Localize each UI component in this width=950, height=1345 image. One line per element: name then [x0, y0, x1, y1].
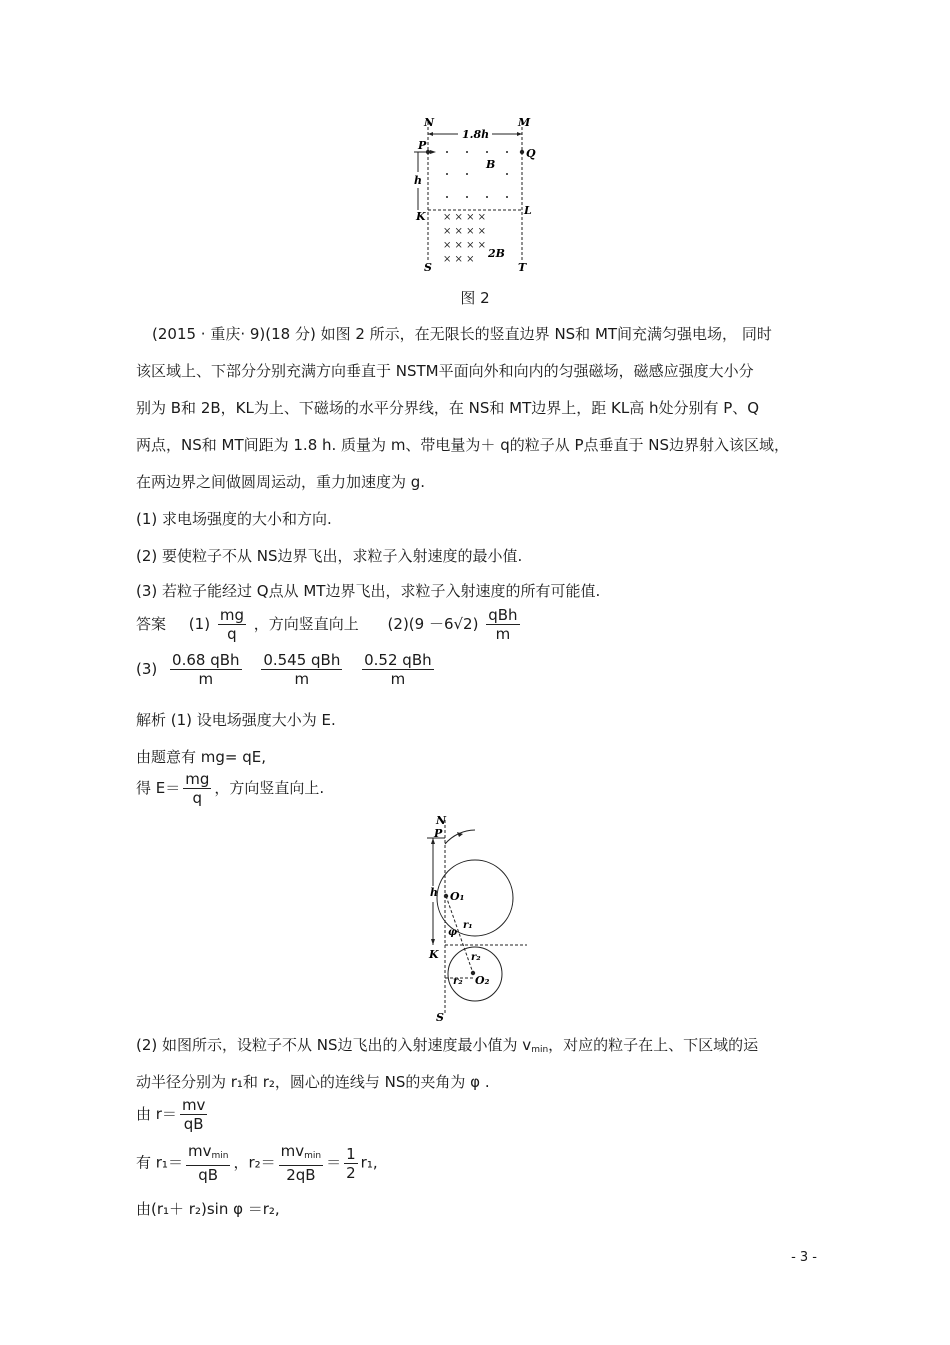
svg-text:× × × ×: × × × × — [443, 226, 487, 237]
fig3-label-r2-lower: r₂ — [453, 976, 463, 987]
analysis-line-8: 由(r₁＋ r₂)sin φ ＝r₂, — [136, 1200, 280, 1218]
numerator-text: mv — [187, 1142, 212, 1160]
equals-sign: ＝ — [326, 1153, 342, 1172]
problem-line-2: 该区域上、下部分分别充满方向垂直于 NSTM平面向外和向内的匀强磁场，磁感应强度大小分 — [136, 362, 754, 380]
label-Q: Q — [526, 147, 536, 160]
analysis-line-7 — [136, 1142, 378, 1184]
fig3-label-O1: O₁ — [450, 890, 465, 903]
denominator: 2 — [346, 1163, 356, 1182]
svg-text:× × × ×: × × × × — [443, 240, 487, 251]
denominator: m — [495, 625, 511, 643]
fig3-label-P: P — [434, 827, 443, 840]
subscript: min — [531, 1045, 549, 1055]
numerator — [279, 1142, 323, 1166]
analysis-text: (2) 如图所示，设粒子不从 NS边飞出的入射速度最小值为 v — [136, 1036, 532, 1054]
page-number: - 3 - — [791, 1250, 817, 1265]
fig3-label-S: S — [436, 1011, 444, 1023]
denominator: 2qB — [286, 1166, 316, 1184]
numerator: qBh — [488, 606, 518, 624]
answer-fraction-1 — [218, 606, 246, 643]
denominator: m — [294, 670, 310, 688]
analysis-line-2: 由题意有 mg= qE, — [136, 748, 267, 766]
analysis-line-3 — [136, 770, 324, 807]
figure-3-trajectory-diagram — [415, 808, 535, 1023]
numerator — [186, 1142, 230, 1166]
fig3-label-r2-upper: r₂ — [471, 952, 481, 963]
answer-fraction-3a — [170, 651, 242, 688]
denominator: m — [198, 670, 214, 688]
figure-2-field-diagram — [410, 112, 540, 277]
label-width: 1.8h — [462, 128, 490, 141]
subscript: min — [211, 1151, 229, 1161]
problem-line-4: 两点，NS和 MT间距为 1.8 h. 质量为 m、带电量为＋ q的粒子从 P点垂直于 NS边界射入该区域， — [136, 436, 790, 454]
equation-fraction — [180, 1096, 208, 1133]
svg-text:× × × ×: × × × × — [443, 212, 487, 223]
equation-suffix: ，方向竖直向上. — [214, 779, 325, 797]
problem-line-1: (2015 · 重庆· 9)(18 分) 如图 2 所示，在无限长的竖直边界 NS和 MT间充满匀强电场， 同时 — [152, 325, 772, 343]
denominator: q — [227, 625, 237, 643]
question-3: (3) 若粒子能经过 Q点从 MT边界飞出，求粒子入射速度的所有可能值. — [136, 582, 601, 600]
fig3-label-phi: φ — [448, 927, 458, 938]
analysis-line-5: 动半径分别为 r₁和 r₂，圆心的连线与 NS的夹角为 φ . — [136, 1073, 490, 1091]
figure-2-caption: 图 2 — [460, 289, 490, 307]
numerator: mv — [181, 1096, 206, 1114]
denominator: qB — [198, 1166, 219, 1184]
answer-part-2: (2)(9 －6√2) — [387, 615, 479, 633]
numerator: mg — [219, 606, 244, 624]
fig3-label-N: N — [436, 814, 447, 827]
answer-label: 答案 — [136, 615, 167, 633]
equation-fraction-3 — [344, 1145, 358, 1182]
answer-part-3: (3) — [136, 660, 158, 678]
numerator: 0.545 qBh — [263, 651, 341, 669]
analysis-line-1: 解析 (1) 设电场强度大小为 E. — [136, 711, 336, 729]
numerator: 0.68 qBh — [172, 651, 240, 669]
equation-prefix: 由 r＝ — [136, 1105, 177, 1123]
numerator: mg — [185, 770, 210, 788]
subscript: min — [304, 1151, 322, 1161]
equation-prefix: 得 E＝ — [136, 779, 181, 797]
denominator: q — [192, 789, 203, 807]
svg-text:× × ×: × × × — [443, 254, 475, 265]
equation-suffix: r₁, — [360, 1153, 378, 1172]
label-T: T — [518, 261, 527, 274]
label-B: B — [486, 158, 496, 171]
fig3-label-h: h — [430, 886, 438, 899]
label-K: K — [416, 210, 426, 223]
label-S: S — [424, 261, 432, 274]
equation-fraction — [183, 770, 211, 807]
denominator: qB — [183, 1115, 204, 1133]
label-2B: 2B — [488, 247, 505, 260]
question-1: (1) 求电场强度的大小和方向. — [136, 510, 332, 528]
answer-line-2 — [136, 651, 437, 688]
answer-direction: ，方向竖直向上 — [253, 615, 359, 633]
numerator-text: mv — [280, 1142, 305, 1160]
analysis-line-6 — [136, 1096, 210, 1133]
numerator: 0.52 qBh — [364, 651, 432, 669]
fig3-label-K: K — [429, 948, 439, 961]
label-P: P — [418, 139, 427, 152]
denominator: m — [390, 670, 406, 688]
label-L: L — [524, 204, 532, 217]
label-h: h — [414, 174, 422, 187]
problem-line-3: 别为 B和 2B，KL为上、下磁场的水平分界线，在 NS和 MT边界上，距 KL高 h处分别有 P、Q — [136, 399, 760, 417]
equation-fraction-1 — [186, 1142, 230, 1184]
answer-fraction-2 — [486, 606, 519, 643]
answer-part-1: (1) — [188, 615, 211, 633]
question-2: (2) 要使粒子不从 NS边界飞出，求粒子入射速度的最小值. — [136, 547, 523, 565]
answer-fraction-3c — [362, 651, 434, 688]
problem-line-5: 在两边界之间做圆周运动，重力加速度为 g. — [136, 473, 426, 491]
label-N: N — [424, 116, 435, 129]
answer-line-1 — [136, 606, 523, 643]
equation-prefix: 有 r₁＝ — [136, 1153, 183, 1172]
numerator: 1 — [346, 1144, 356, 1163]
label-M: M — [518, 116, 531, 129]
equation-mid: ，r₂＝ — [233, 1153, 276, 1172]
analysis-line-4 — [136, 1035, 758, 1060]
equation-fraction-2 — [279, 1142, 323, 1184]
fig3-label-r1: r₁ — [463, 920, 473, 931]
fig3-label-O2: O₂ — [475, 974, 490, 987]
analysis-text-cont: ，对应的粒子在上、下区域的运 — [548, 1036, 759, 1054]
answer-fraction-3b — [261, 651, 342, 688]
